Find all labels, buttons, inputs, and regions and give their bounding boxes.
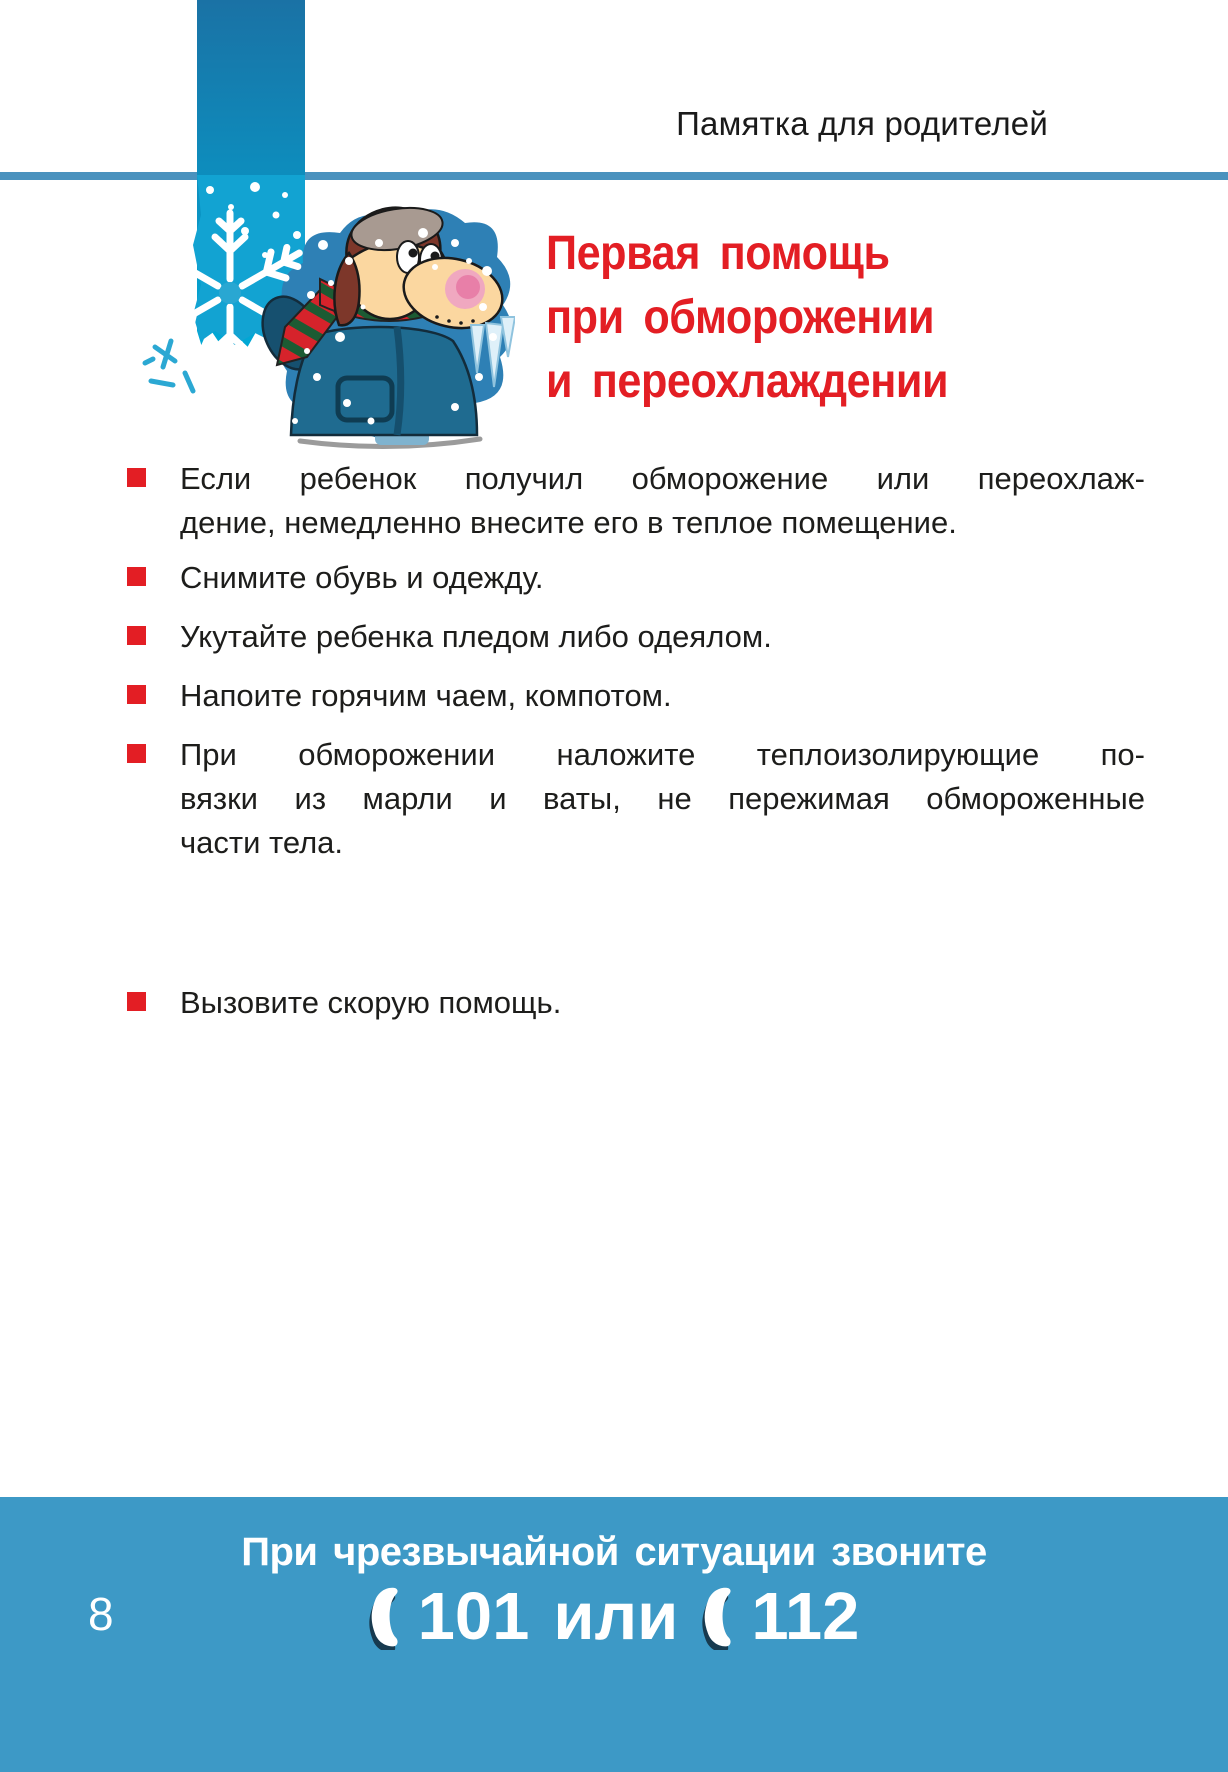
phone-number-101: 101 bbox=[417, 1579, 530, 1654]
list-item-line: дение, немедленно внесите его в теплое помещение. bbox=[180, 505, 957, 540]
emergency-phone-row bbox=[0, 1579, 1228, 1654]
phone-connector: или bbox=[553, 1579, 679, 1654]
list-item bbox=[127, 615, 1145, 659]
list-item-line: вязки из марли и ваты, не пережимая обмороженные bbox=[180, 781, 1145, 816]
footer-band bbox=[0, 1497, 1228, 1772]
list-item bbox=[127, 556, 1145, 600]
red-square-bullet bbox=[127, 685, 146, 704]
frostbite-illustration bbox=[135, 175, 515, 465]
title-line: и переохлаждении bbox=[546, 355, 949, 408]
phone-icon bbox=[369, 1586, 404, 1650]
list-item bbox=[127, 674, 1145, 718]
list-item-line: Если ребенок получил обморожение или переохлаж- bbox=[180, 461, 1145, 496]
title-line: Первая помощь bbox=[546, 227, 890, 280]
list-item-line: Вызовите скорую помощь. bbox=[180, 985, 562, 1020]
page-number: 8 bbox=[88, 1588, 114, 1640]
first-aid-list bbox=[127, 457, 1145, 1040]
list-item bbox=[127, 457, 1145, 545]
phone-icon bbox=[702, 1586, 737, 1650]
list-item-line: При обморожении наложите теплоизолирующие по- bbox=[180, 737, 1145, 772]
red-square-bullet bbox=[127, 626, 146, 645]
list-item-line: Снимите обувь и одежду. bbox=[180, 560, 544, 595]
phone-number-112: 112 bbox=[751, 1579, 860, 1654]
page-title bbox=[546, 222, 948, 414]
title-line: при обморожении bbox=[546, 291, 935, 344]
list-item-line: Укутайте ребенка пледом либо одеялом. bbox=[180, 619, 772, 654]
red-square-bullet bbox=[127, 744, 146, 763]
red-square-bullet bbox=[127, 992, 146, 1011]
red-square-bullet bbox=[127, 567, 146, 586]
list-item bbox=[127, 733, 1145, 865]
emergency-label: При чрезвычайной ситуации звоните bbox=[241, 1530, 987, 1574]
list-item-line: Напоите горячим чаем, компотом. bbox=[180, 678, 672, 713]
list-item-line: части тела. bbox=[180, 825, 344, 860]
list-item bbox=[127, 981, 1145, 1025]
header-label: Памятка для родителей bbox=[676, 105, 1048, 142]
red-square-bullet bbox=[127, 468, 146, 487]
